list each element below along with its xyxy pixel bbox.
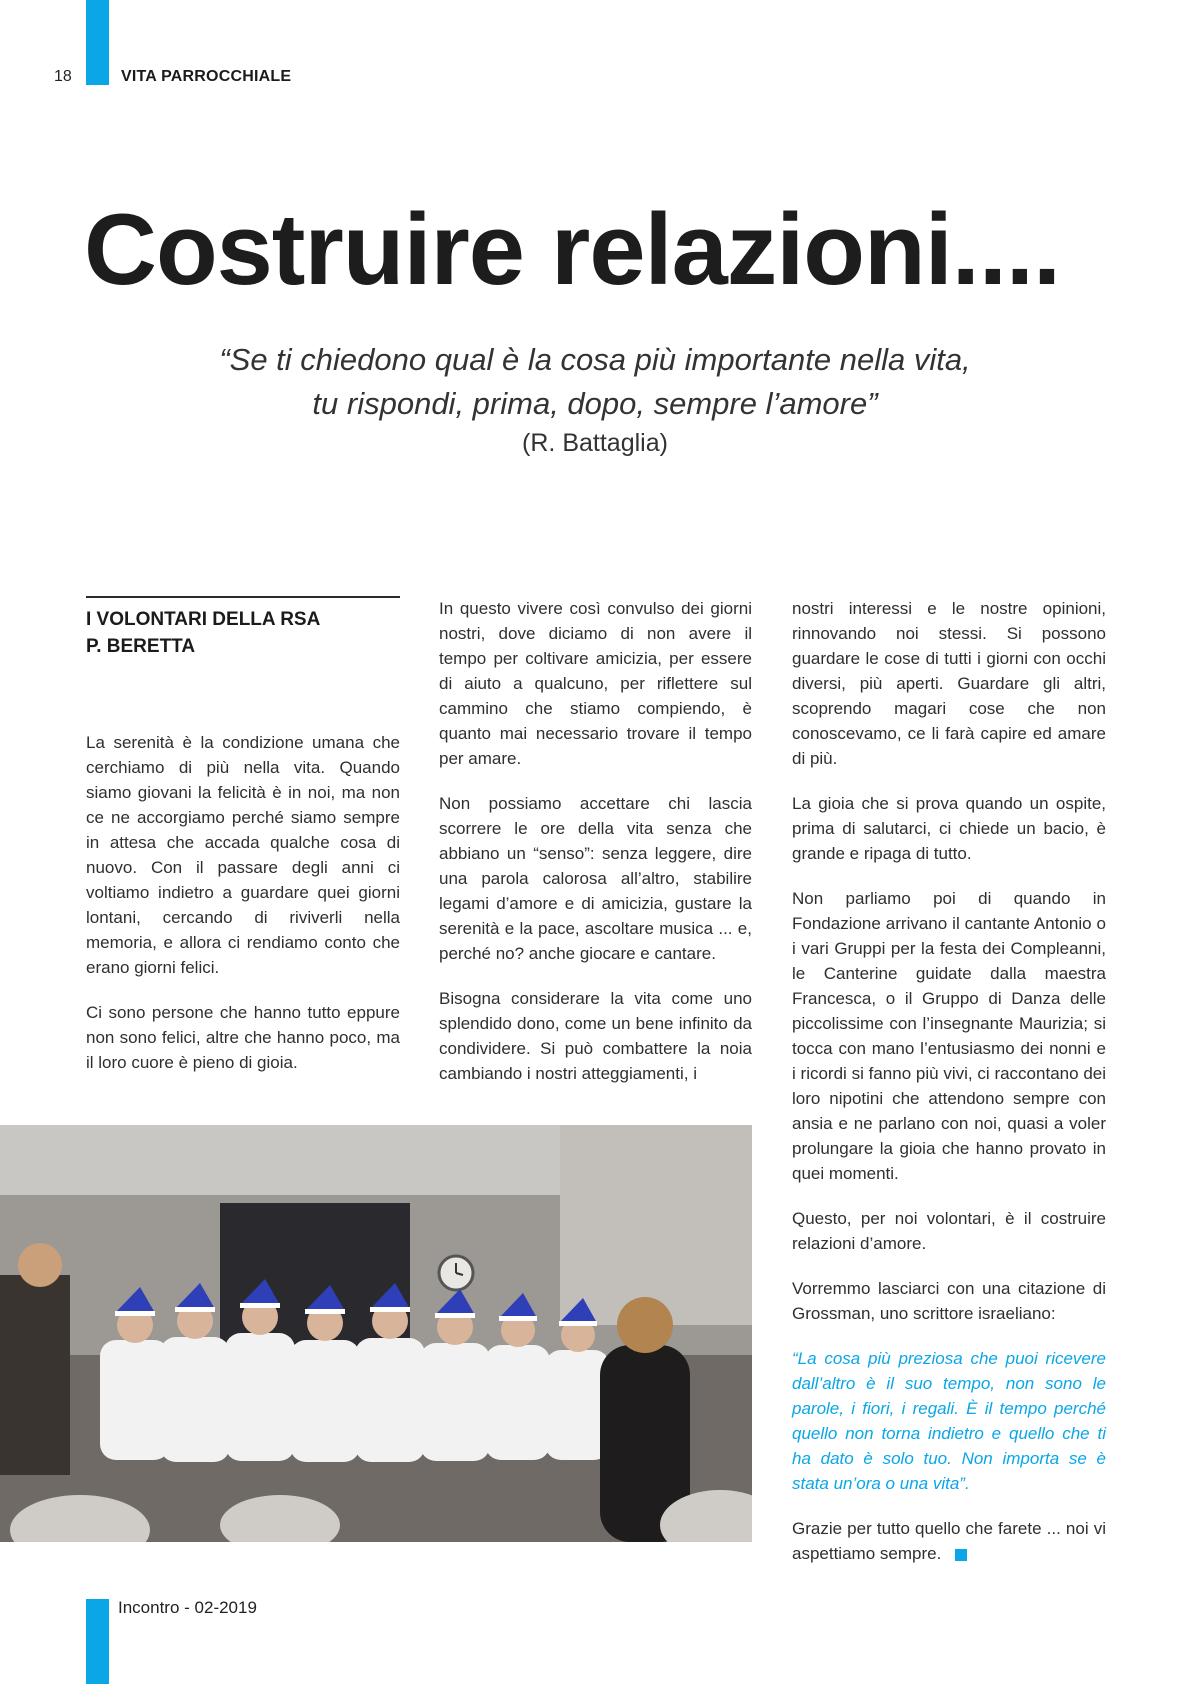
paragraph: Questo, per noi volontari, è il costruire relazioni d’amore. <box>792 1209 1106 1253</box>
paragraph: In questo vivere così convulso dei giorni nostri, dove diciamo di non avere il tempo per coltivare amicizia, per essere di aiuto a qualcuno, per riflettere sul cammino che stiamo compiendo, è quanto mai necessario trovare il tempo per amare. <box>439 599 752 768</box>
epigraph <box>160 338 1030 460</box>
footer-issue: Incontro - 02-2019 <box>118 1598 257 1617</box>
column-1 <box>86 596 400 1095</box>
column-2 <box>439 596 752 1106</box>
article-title: Costruire relazioni.... <box>84 194 1061 306</box>
end-mark-icon <box>955 1549 967 1561</box>
paragraph: Vorremmo lasciarci con una citazione di Grossman, uno scrittore israeliano: <box>792 1279 1106 1323</box>
accent-bar-top <box>86 0 109 85</box>
closing-text: Grazie per tutto quello che farete ... noi vi aspettiamo sempre. <box>792 1519 1106 1563</box>
choir-photo-illustration <box>0 1125 752 1542</box>
paragraph: Ci sono persone che hanno tutto eppure non sono felici, altre che hanno poco, ma il loro cuore è pieno di gioia. <box>86 1003 400 1072</box>
paragraph: Bisogna considerare la vita come uno splendido dono, come un bene infinito da condividere. Si può combattere la noia cambiando i nostri atteggiamenti, i <box>439 989 752 1083</box>
page-number: 18 <box>54 68 72 85</box>
byline-line-1: I VOLONTARI DELLA RSA <box>86 609 321 630</box>
accent-bar-bottom <box>86 1599 109 1684</box>
closing-paragraph <box>792 1516 1106 1566</box>
byline-rule <box>86 596 400 598</box>
paragraph: Non possiamo accettare chi lascia scorrere le ore della vita senza che abbiano un “senso”: senza leggere, dire una parola calorosa all’altro, stabilire legami d’amore e di amicizia, gustare la serenità e la pace, ascoltare musica ... e, perché no? anche giocare e cantare. <box>439 794 752 963</box>
paragraph: La gioia che si prova quando un ospite, prima di salutarci, ci chiede un bacio, è grande e ripaga di tutto. <box>792 794 1106 863</box>
byline <box>86 606 400 660</box>
section-label: VITA PARROCCHIALE <box>121 68 292 85</box>
column-3 <box>792 596 1106 1586</box>
epigraph-line-1: “Se ti chiedono qual è la cosa più importante nella vita, <box>219 342 971 377</box>
paragraph: nostri interessi e le nostre opinioni, rinnovando noi stessi. Si possono guardare le cose di tutti i giorni con occhi diversi, più aperti. Guardare gli altri, scoprendo magari cose che non conoscevamo, ce li farà capire ed amare di più. <box>792 599 1106 768</box>
grossman-quote: “La cosa più preziosa che puoi ricevere dall’altro è il suo tempo, non sono le parole, i fiori, i regali. È il tempo perché quello non torna indietro e quello che ti ha dato è solo tuo. Non importa se è stata un’ora o una vita”. <box>792 1349 1106 1493</box>
choir-photo <box>0 1125 752 1542</box>
epigraph-author: (R. Battaglia) <box>522 429 668 457</box>
paragraph: La serenità è la condizione umana che cerchiamo di più nella vita. Quando siamo giovani la felicità è in noi, ma non ce ne accorgiamo perché siamo sempre in attesa che accada qualche cosa di nuovo. Con il passare degli anni ci voltiamo indietro a guardare quei giorni lontani, cercando di riviverli nella memoria, e allora ci rendiamo conto che erano giorni felici. <box>86 733 400 977</box>
epigraph-line-2: tu rispondi, prima, dopo, sempre l’amore” <box>312 386 878 421</box>
paragraph: Non parliamo poi di quando in Fondazione arrivano il cantante Antonio o i vari Gruppi per la festa dei Compleanni, le Canterine guidate dalla maestra Francesca, o il Gruppo di Danza delle piccolissime con l’insegnante Maurizia; si tocca con mano l’entusiasmo dei nonni e i ricordi si fanno più vivi, ci raccontano dei loro nipotini che attendono sempre con ansia e ne parlano con noi, quasi a voler prolungare la gioia che hanno provato in quei momenti. <box>792 889 1106 1183</box>
byline-line-2: P. BERETTA <box>86 636 196 657</box>
